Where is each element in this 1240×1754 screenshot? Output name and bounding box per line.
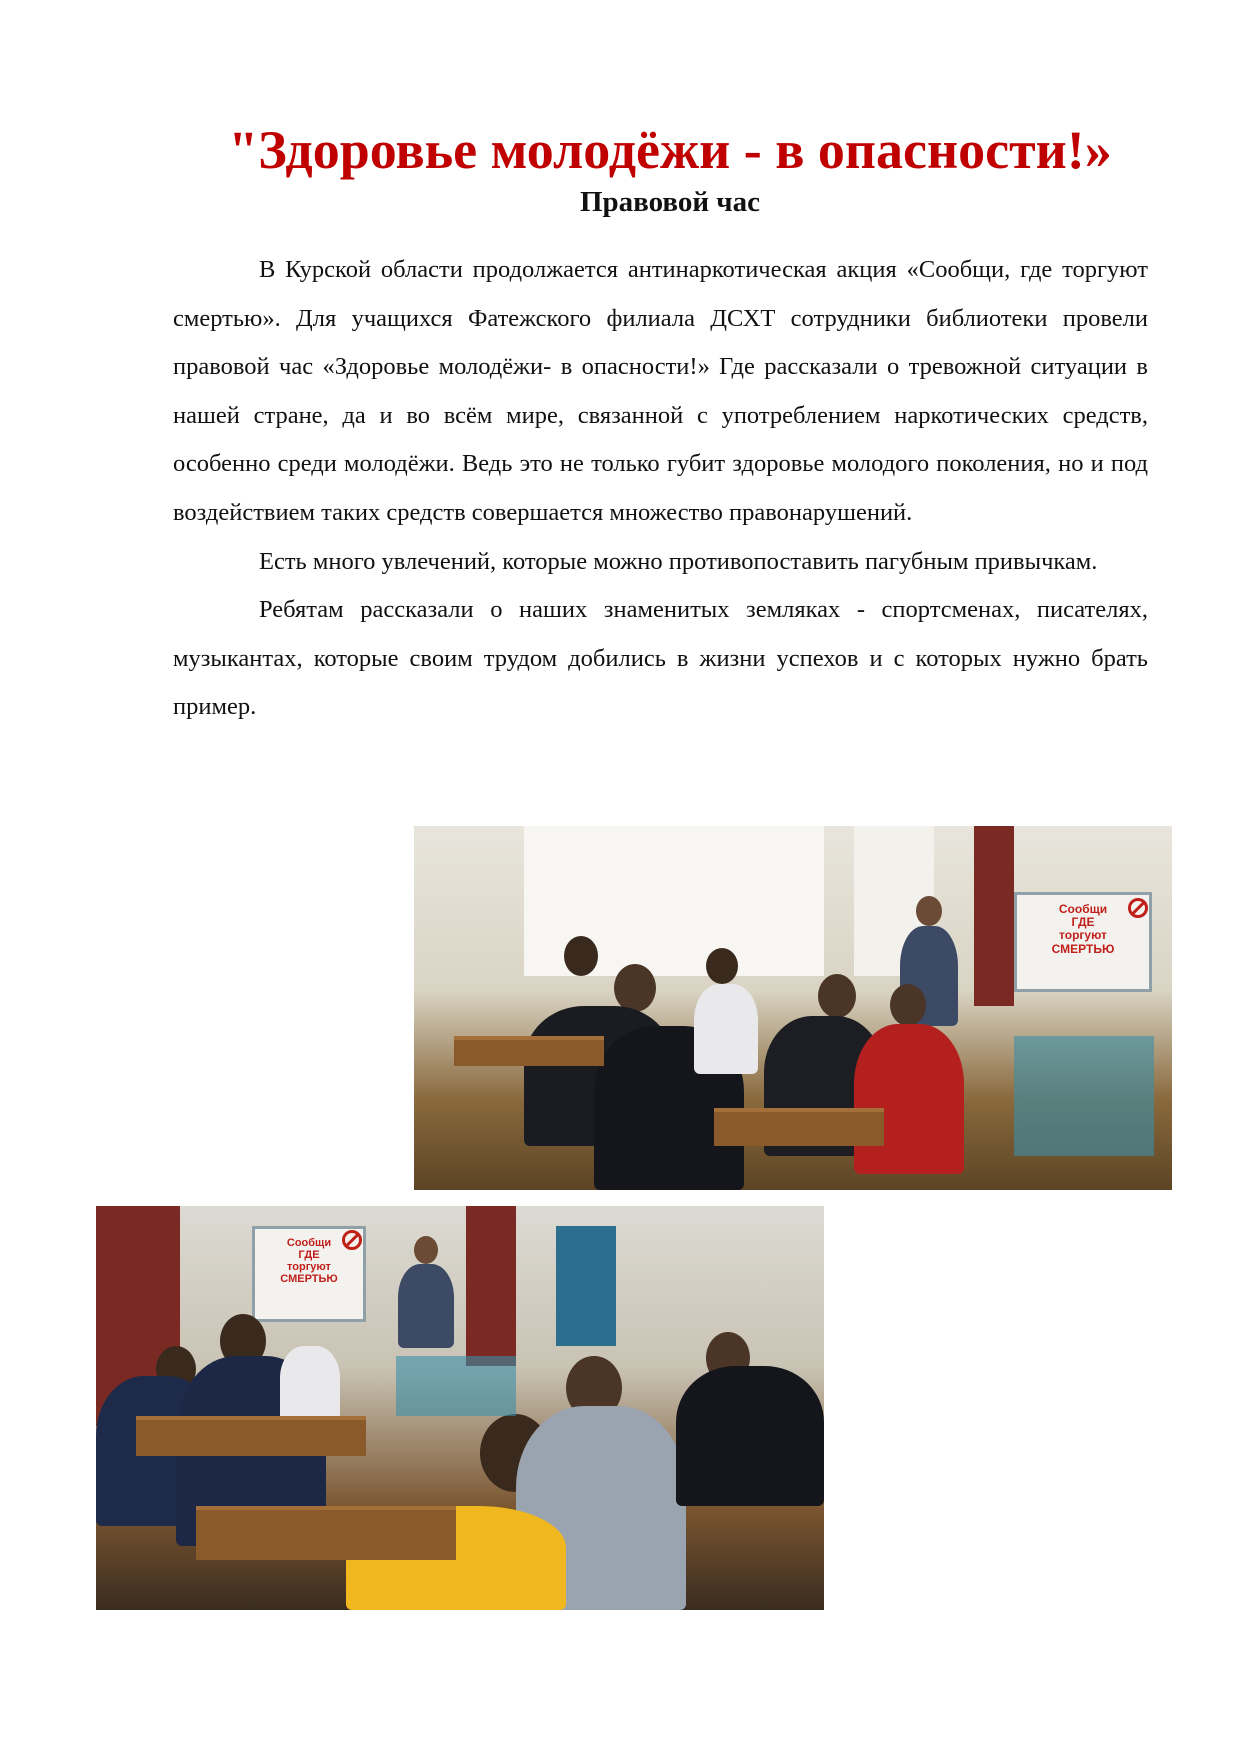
screen-text: торгуют: [287, 1261, 331, 1274]
chair: [1014, 1036, 1154, 1156]
student-head: [706, 948, 738, 984]
teacher-head: [916, 896, 942, 926]
classroom-photo-1: [414, 826, 1172, 1190]
student-figure: [280, 1346, 340, 1426]
teacher-figure: [398, 1264, 454, 1348]
chair: [396, 1356, 516, 1416]
prohibition-icon: [1128, 898, 1148, 918]
page-subtitle: Правовой час: [579, 186, 761, 218]
teacher-head: [414, 1236, 438, 1264]
desk: [136, 1416, 366, 1456]
student-head: [564, 936, 598, 976]
red-curtain: [466, 1206, 516, 1366]
desk: [196, 1506, 456, 1560]
student-figure: [694, 984, 758, 1074]
prohibition-icon: [342, 1230, 362, 1250]
screen-text: СМЕРТЬЮ: [1051, 941, 1115, 956]
student-figure: [676, 1366, 824, 1506]
student-figure: [854, 1024, 964, 1174]
paragraph-2: Есть много увлечений, которые можно противопоставить пагубным привычкам.: [259, 547, 1098, 575]
student-head: [890, 984, 926, 1026]
paragraph-3: Ребятам рассказали о наших знаменитых земляках - спортсменах, писателях, музыкантах, которые своим трудом добились в жизни успехов и с которых нужно брать пример.: [173, 596, 1148, 721]
screen-text: Сообщи: [286, 1237, 332, 1249]
classroom-photo-2: [96, 1206, 824, 1610]
student-head: [818, 974, 856, 1018]
screen-text: Сообщи: [1058, 902, 1108, 916]
screen-text: торгуют: [1059, 928, 1107, 943]
red-curtain: [974, 826, 1014, 1006]
screen-text: ГДЕ: [1071, 915, 1095, 930]
paragraph-1: В Курской области продолжается антинаркотическая акция «Сообщи, где торгуют смертью». Для учащихся Фатежского филиала ДСХТ сотрудники библиотеки провели правовой час «Здоровье молодёжи- в опасности!» Где рассказали о тревожной ситуации в нашей стране, да и во всём мире, связанной с употреблением наркотических средств, особенно среди молодёжи. Ведь это не только губит здоровье молодого поколения, но и под воздействием таких средств совершается множество правонарушений.: [173, 256, 1148, 526]
student-head: [614, 964, 656, 1012]
screen-text: СМЕРТЬЮ: [280, 1273, 338, 1286]
page-title: "Здоровье молодёжи - в опасности!»: [228, 120, 1112, 180]
door: [556, 1226, 616, 1346]
desk: [714, 1108, 884, 1146]
desk: [454, 1036, 604, 1066]
screen-text: ГДЕ: [298, 1249, 320, 1262]
article-body: [173, 246, 1148, 732]
